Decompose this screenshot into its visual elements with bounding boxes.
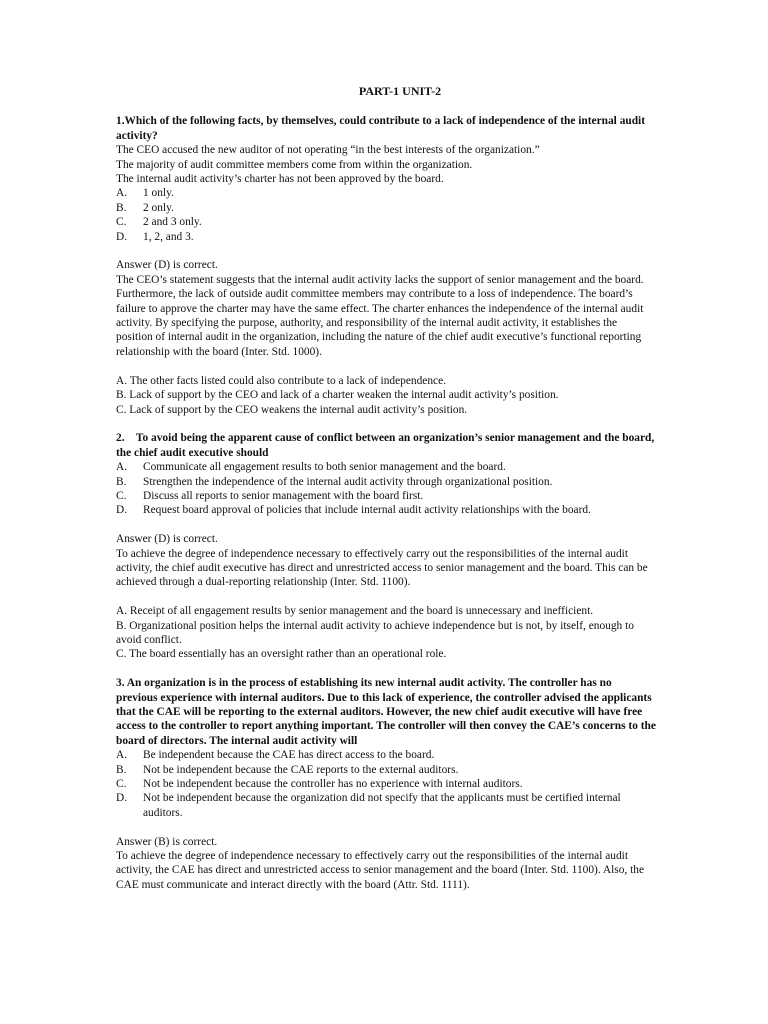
q2-answer: Answer (D) is correct. (116, 533, 218, 546)
option-letter: A. (116, 749, 128, 762)
option-text: 2 and 3 only. (143, 216, 202, 229)
q1-option-a (116, 186, 656, 200)
q1-answer: Answer (D) is correct. (116, 259, 218, 272)
q1-fact-2: The majority of audit committee members come from within the organization. (116, 158, 473, 171)
q1-option-d (116, 230, 656, 244)
option-letter: D. (116, 230, 128, 243)
option-text: Not be independent because the controller has no experience with internal auditors. (143, 778, 523, 790)
option-text: 1, 2, and 3. (143, 230, 194, 243)
option-text: Strengthen the independence of the internal audit activity through organizational position. (143, 475, 553, 488)
option-letter: A. (116, 187, 128, 200)
q2-explanation: To achieve the degree of independence necessary to effectively carry out the responsibilities of the internal audit activity, the chief audit executive has direct and unrestricted access to senior management and the board. This can be achieved through a dual-reporting relationship (Inter. Std. 1100). (116, 547, 648, 589)
option-letter: B. (116, 475, 127, 488)
option-letter: B. (116, 201, 127, 214)
q3-option-a (116, 748, 656, 762)
option-letter: A. (116, 461, 128, 474)
question-1 (116, 114, 656, 417)
q1-option-b (116, 201, 656, 215)
q1-explanation: The CEO’s statement suggests that the internal audit activity lacks the support of senior management and the board. Furthermore, the lack of outside audit committee members may contribute to a loss of independence. The board’s failure to approve the charter may have the same effect. The charter enhances the independence of the internal audit activity. By specifying the purpose, authority, and responsibility of the internal audit activity, it establishes the position of internal audit in the organization, including the nature of the chief audit executive’s functional reporting relationship with the board (Inter. Std. 1000). (116, 273, 644, 358)
q2-option-c (116, 489, 656, 503)
q1-wrong-c: C. Lack of support by the CEO weakens the internal audit activity’s position. (116, 403, 468, 416)
option-letter: B. (116, 763, 127, 776)
q2-wrong-c: C. The board essentially has an oversight rather than an operational role. (116, 648, 447, 661)
q1-fact-1: The CEO accused the new auditor of not operating “in the best interests of the organization.” (116, 144, 540, 157)
option-letter: C. (116, 778, 127, 790)
page-title: PART-1 UNIT-2 (358, 84, 442, 98)
option-text: 1 only. (143, 187, 174, 200)
option-letter: D. (116, 504, 128, 517)
option-text: 2 only. (143, 201, 174, 214)
option-letter: D. (116, 792, 128, 805)
q1-option-c (116, 215, 656, 229)
q3-option-b (116, 763, 656, 777)
q2-wrong-a: A. Receipt of all engagement results by senior management and the board is unnecessary and inefficient. (116, 605, 594, 618)
q1-fact-3: The internal audit activity’s charter has not been approved by the board. (116, 173, 444, 186)
q3-option-c (116, 777, 656, 791)
option-text: Not be independent because the CAE reports to the external auditors. (143, 763, 459, 776)
option-text: Request board approval of policies that include internal audit activity relationships with the board. (143, 504, 591, 517)
option-letter: C. (116, 216, 127, 229)
question-2-text: 2. To avoid being the apparent cause of conflict between an organization’s senior management and the board, the chief audit executive should (116, 432, 655, 459)
option-text: Discuss all reports to senior management with the board first. (143, 489, 424, 502)
q3-answer: Answer (B) is correct. (116, 835, 218, 848)
question-1-text: 1.Which of the following facts, by themselves, could contribute to a lack of independence of the internal audit activity? (116, 115, 646, 142)
option-text: Communicate all engagement results to both senior management and the board. (143, 461, 506, 474)
option-letter: C. (116, 489, 127, 502)
q2-option-d (116, 503, 656, 517)
q1-wrong-b: B. Lack of support by the CEO and lack of a charter weaken the internal audit activity’s position. (116, 389, 559, 402)
q3-option-d (116, 791, 656, 820)
question-3 (116, 676, 656, 892)
q3-explanation: To achieve the degree of independence necessary to effectively carry out the responsibilities of the internal audit activity, the CAE has direct and unrestricted access to senior management and the board (Inter. Std. 1100). Also, the CAE must communicate and interact directly with the board (Attr. Std. 1111). (116, 850, 645, 891)
question-2 (116, 431, 656, 661)
q2-wrong-b: B. Organizational position helps the internal audit activity to achieve independence but is not, by itself, enough to avoid conflict. (116, 619, 634, 646)
question-3-text: 3. An organization is in the process of establishing its new internal audit activity. The controller has no previous experience with internal auditors. Due to this lack of experience, the controller advised the applicants that the CAE will be reporting to the external auditors. However, the new chief audit executive will have free access to the controller to report anything important. The controller will then convey the CAE’s concerns to the board of directors. The internal audit activity will (116, 677, 656, 747)
q2-option-b (116, 475, 656, 489)
q2-option-a (116, 460, 656, 474)
option-text: Be independent because the CAE has direct access to the board. (143, 749, 435, 762)
option-text: Not be independent because the organization did not specify that the applicants must be certified internal auditors. (143, 792, 621, 819)
q1-wrong-a: A. The other facts listed could also contribute to a lack of independence. (116, 374, 447, 387)
